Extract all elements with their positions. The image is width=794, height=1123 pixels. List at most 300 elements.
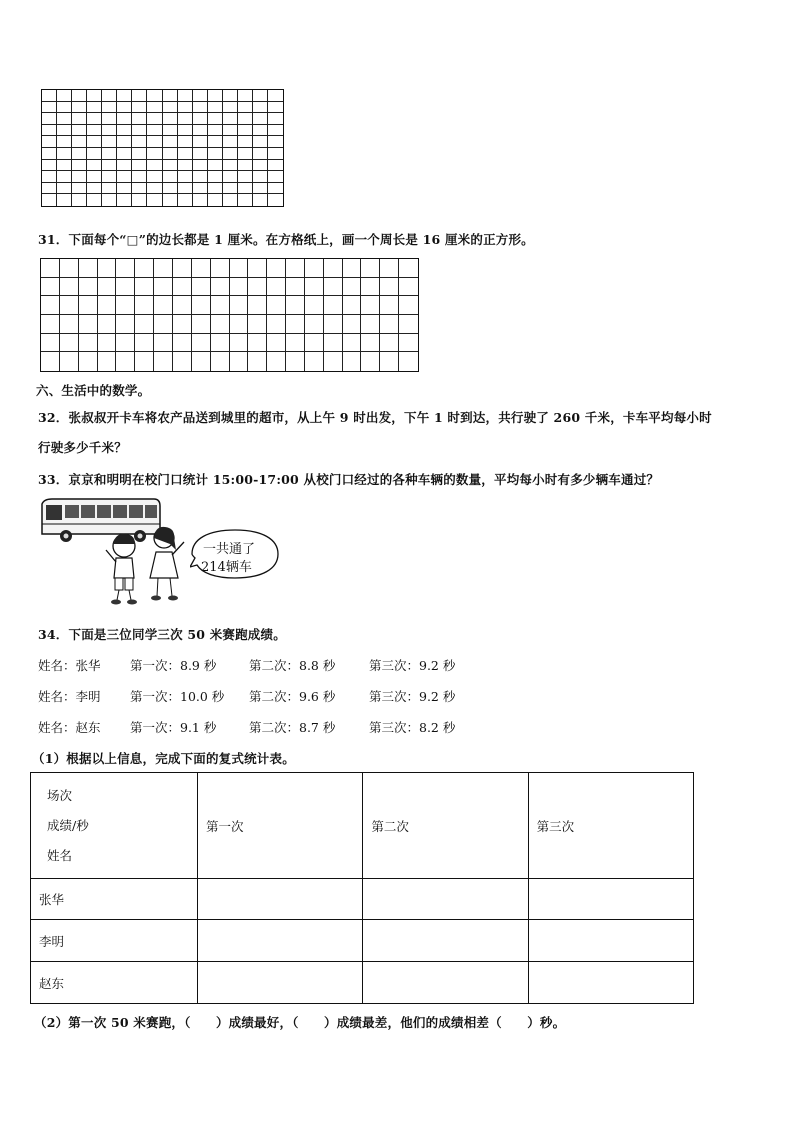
grid-cell	[305, 315, 324, 334]
grid-cell	[238, 102, 253, 114]
grid-cell	[324, 334, 343, 353]
grid-cell	[135, 259, 154, 278]
grid-cell	[208, 148, 223, 160]
grid-cell	[42, 171, 57, 183]
grid-cell	[60, 259, 79, 278]
grid-cell	[116, 296, 135, 315]
grid-cell	[268, 102, 283, 114]
grid-cell	[173, 352, 192, 371]
grid-cell	[41, 259, 60, 278]
record-first: 第一次：9.1 秒	[130, 720, 217, 735]
grid-cell	[72, 102, 87, 114]
children-illustration	[100, 524, 195, 608]
grid-cell	[253, 171, 268, 183]
grid-cell	[132, 90, 147, 102]
grid-cell	[305, 278, 324, 297]
grid-cell	[267, 296, 286, 315]
grid-cell	[193, 113, 208, 125]
grid-cell	[87, 183, 102, 195]
record-third: 第三次：8.2 秒	[369, 720, 456, 735]
grid-cell	[253, 183, 268, 195]
grid-cell	[399, 315, 418, 334]
grid-cell	[223, 148, 238, 160]
grid-cell	[41, 278, 60, 297]
grid-cell	[135, 278, 154, 297]
header-mid: 成绩/秒	[47, 817, 89, 833]
grid-cell	[117, 125, 132, 137]
grid-cell	[361, 278, 380, 297]
grid-cell	[117, 90, 132, 102]
grid-cell	[173, 315, 192, 334]
grid-cell	[193, 148, 208, 160]
grid-cell	[193, 171, 208, 183]
grid-cell	[223, 160, 238, 172]
question-32-line1: 32．张叔叔开卡车将农产品送到城里的超市，从上午 9 时出发，下午 1 时到达，共行驶了 260 千米，卡车平均每小时	[38, 410, 712, 425]
grid-cell	[42, 125, 57, 137]
grid-cell	[163, 171, 178, 183]
grid-cell	[79, 296, 98, 315]
grid-cell	[178, 171, 193, 183]
grid-cell	[305, 259, 324, 278]
question-34: 34．下面是三位同学三次 50 米赛跑成绩。	[38, 627, 286, 642]
grid-cell	[211, 296, 230, 315]
grid-cell	[135, 334, 154, 353]
grid-cell	[147, 194, 162, 206]
grid-cell	[132, 113, 147, 125]
grid-cell	[173, 259, 192, 278]
grid-cell	[98, 278, 117, 297]
record-third: 第三次：9.2 秒	[369, 689, 456, 704]
row-header: 张华	[31, 879, 198, 920]
grid-paper-top	[41, 89, 284, 207]
answer-cell[interactable]	[198, 962, 363, 1004]
grid-cell	[116, 334, 135, 353]
grid-cell	[399, 259, 418, 278]
col-header: 第二次	[363, 773, 528, 879]
grid-cell	[132, 194, 147, 206]
grid-cell	[178, 160, 193, 172]
grid-cell	[79, 259, 98, 278]
grid-cell	[192, 315, 211, 334]
grid-cell	[87, 125, 102, 137]
grid-cell	[98, 296, 117, 315]
grid-cell	[163, 90, 178, 102]
grid-cell	[230, 259, 249, 278]
grid-cell	[361, 315, 380, 334]
record-second: 第二次：9.6 秒	[249, 689, 336, 704]
grid-cell	[286, 334, 305, 353]
grid-cell	[102, 125, 117, 137]
grid-cell	[135, 315, 154, 334]
grid-cell	[147, 90, 162, 102]
grid-cell	[57, 194, 72, 206]
grid-cell	[147, 113, 162, 125]
grid-cell	[268, 125, 283, 137]
answer-cell[interactable]	[363, 879, 528, 920]
grid-cell	[192, 352, 211, 371]
grid-cell	[98, 259, 117, 278]
header-bottom: 姓名	[47, 847, 73, 863]
grid-cell	[42, 160, 57, 172]
grid-cell	[178, 90, 193, 102]
grid-cell	[253, 160, 268, 172]
record-first: 第一次：8.9 秒	[130, 658, 217, 673]
grid-cell	[72, 183, 87, 195]
grid-cell	[192, 278, 211, 297]
grid-cell	[173, 296, 192, 315]
grid-cell	[208, 125, 223, 137]
grid-cell	[60, 315, 79, 334]
grid-cell	[178, 136, 193, 148]
grid-cell	[132, 171, 147, 183]
grid-cell	[72, 171, 87, 183]
grid-cell	[343, 334, 362, 353]
grid-cell	[223, 102, 238, 114]
grid-cell	[87, 160, 102, 172]
grid-cell	[132, 102, 147, 114]
grid-cell	[132, 160, 147, 172]
grid-cell	[79, 352, 98, 371]
grid-cell	[116, 259, 135, 278]
question-34-part1: （1）根据以上信息，完成下面的复式统计表。	[32, 751, 295, 766]
grid-cell	[238, 136, 253, 148]
grid-cell	[361, 352, 380, 371]
grid-cell	[154, 278, 173, 297]
grid-cell	[286, 259, 305, 278]
grid-cell	[42, 90, 57, 102]
grid-cell	[57, 183, 72, 195]
grid-cell	[79, 278, 98, 297]
grid-cell	[286, 352, 305, 371]
question-31: 31．下面每个“□”的边长都是 1 厘米。在方格纸上，画一个周长是 16 厘米的正方形。	[38, 232, 534, 247]
grid-cell	[79, 334, 98, 353]
grid-cell	[57, 136, 72, 148]
grid-cell	[57, 113, 72, 125]
grid-cell	[208, 102, 223, 114]
grid-cell	[211, 352, 230, 371]
answer-cell[interactable]	[198, 920, 363, 962]
grid-cell	[192, 296, 211, 315]
grid-cell	[87, 194, 102, 206]
grid-cell	[208, 113, 223, 125]
grid-cell	[253, 102, 268, 114]
grid-cell	[230, 278, 249, 297]
grid-cell	[178, 102, 193, 114]
grid-cell	[267, 352, 286, 371]
grid-cell	[57, 90, 72, 102]
row-header: 赵东	[31, 962, 198, 1004]
grid-cell	[41, 352, 60, 371]
answer-cell[interactable]	[528, 962, 693, 1004]
grid-cell	[117, 194, 132, 206]
grid-cell	[286, 278, 305, 297]
grid-cell	[87, 90, 102, 102]
record-second: 第二次：8.8 秒	[249, 658, 336, 673]
grid-cell	[116, 315, 135, 334]
grid-cell	[163, 136, 178, 148]
grid-cell	[253, 125, 268, 137]
grid-cell	[102, 183, 117, 195]
grid-cell	[238, 194, 253, 206]
grid-cell	[102, 102, 117, 114]
grid-cell	[72, 125, 87, 137]
grid-cell	[135, 296, 154, 315]
grid-cell	[163, 183, 178, 195]
grid-cell	[42, 136, 57, 148]
grid-cell	[380, 352, 399, 371]
grid-cell	[178, 113, 193, 125]
grid-cell	[248, 352, 267, 371]
record-name: 姓名：赵东	[38, 720, 101, 735]
grid-paper-q31[interactable]	[40, 258, 419, 372]
grid-cell	[324, 296, 343, 315]
grid-cell	[238, 125, 253, 137]
grid-cell	[193, 160, 208, 172]
grid-cell	[208, 136, 223, 148]
grid-cell	[268, 136, 283, 148]
grid-cell	[238, 148, 253, 160]
diagonal-header-cell	[31, 773, 198, 879]
grid-cell	[154, 352, 173, 371]
grid-cell	[60, 296, 79, 315]
question-34-part2: （2）第一次 50 米赛跑，（ ）成绩最好，（ ）成绩最差，他们的成绩相差（ ）秒。	[34, 1015, 566, 1030]
grid-cell	[132, 183, 147, 195]
grid-cell	[208, 90, 223, 102]
grid-cell	[79, 315, 98, 334]
grid-cell	[87, 171, 102, 183]
grid-cell	[147, 125, 162, 137]
row-header: 李明	[31, 920, 198, 962]
grid-cell	[305, 296, 324, 315]
grid-cell	[147, 148, 162, 160]
grid-cell	[41, 334, 60, 353]
record-name: 姓名：张华	[38, 658, 101, 673]
grid-cell	[163, 148, 178, 160]
grid-cell	[173, 334, 192, 353]
grid-cell	[147, 102, 162, 114]
answer-cell[interactable]	[363, 962, 528, 1004]
grid-cell	[57, 148, 72, 160]
grid-cell	[208, 183, 223, 195]
grid-cell	[238, 160, 253, 172]
grid-cell	[208, 171, 223, 183]
grid-cell	[117, 171, 132, 183]
grid-cell	[380, 259, 399, 278]
grid-cell	[361, 296, 380, 315]
grid-cell	[223, 171, 238, 183]
grid-cell	[267, 259, 286, 278]
grid-cell	[98, 315, 117, 334]
grid-cell	[87, 136, 102, 148]
grid-cell	[98, 334, 117, 353]
grid-cell	[72, 148, 87, 160]
grid-cell	[72, 160, 87, 172]
grid-cell	[238, 183, 253, 195]
grid-cell	[132, 125, 147, 137]
grid-cell	[41, 296, 60, 315]
grid-cell	[102, 113, 117, 125]
grid-cell	[268, 113, 283, 125]
grid-cell	[361, 259, 380, 278]
grid-cell	[211, 334, 230, 353]
grid-cell	[380, 296, 399, 315]
grid-cell	[208, 160, 223, 172]
grid-cell	[42, 194, 57, 206]
grid-cell	[154, 296, 173, 315]
grid-cell	[248, 334, 267, 353]
grid-cell	[147, 136, 162, 148]
grid-cell	[399, 278, 418, 297]
grid-cell	[343, 296, 362, 315]
grid-cell	[223, 136, 238, 148]
grid-cell	[102, 136, 117, 148]
grid-cell	[399, 296, 418, 315]
grid-cell	[117, 102, 132, 114]
grid-cell	[102, 171, 117, 183]
grid-cell	[57, 102, 72, 114]
answer-cell[interactable]	[363, 920, 528, 962]
grid-cell	[163, 194, 178, 206]
grid-cell	[248, 296, 267, 315]
grid-cell	[324, 352, 343, 371]
grid-cell	[268, 148, 283, 160]
grid-cell	[193, 194, 208, 206]
grid-cell	[132, 148, 147, 160]
grid-cell	[163, 125, 178, 137]
section-title: 六、生活中的数学。	[36, 383, 151, 398]
grid-cell	[192, 259, 211, 278]
grid-cell	[117, 136, 132, 148]
grid-cell	[87, 113, 102, 125]
grid-cell	[87, 102, 102, 114]
grid-cell	[178, 125, 193, 137]
grid-cell	[268, 183, 283, 195]
record-first: 第一次：10.0 秒	[130, 689, 225, 704]
grid-cell	[253, 136, 268, 148]
record-name: 姓名：李明	[38, 689, 101, 704]
grid-cell	[98, 352, 117, 371]
grid-cell	[305, 334, 324, 353]
grid-cell	[268, 160, 283, 172]
grid-cell	[238, 90, 253, 102]
grid-cell	[223, 90, 238, 102]
grid-cell	[60, 352, 79, 371]
grid-cell	[248, 315, 267, 334]
grid-cell	[380, 315, 399, 334]
grid-cell	[57, 160, 72, 172]
grid-cell	[193, 183, 208, 195]
grid-cell	[361, 334, 380, 353]
grid-cell	[211, 278, 230, 297]
grid-cell	[223, 125, 238, 137]
grid-cell	[102, 90, 117, 102]
grid-cell	[192, 334, 211, 353]
col-header: 第三次	[528, 773, 693, 879]
grid-cell	[163, 113, 178, 125]
grid-cell	[135, 352, 154, 371]
grid-cell	[286, 315, 305, 334]
grid-cell	[178, 194, 193, 206]
grid-cell	[42, 102, 57, 114]
grid-cell	[117, 160, 132, 172]
grid-cell	[72, 136, 87, 148]
grid-cell	[102, 194, 117, 206]
grid-cell	[230, 296, 249, 315]
grid-cell	[267, 334, 286, 353]
grid-cell	[41, 315, 60, 334]
grid-cell	[154, 334, 173, 353]
grid-cell	[193, 125, 208, 137]
grid-cell	[268, 90, 283, 102]
grid-cell	[147, 171, 162, 183]
grid-cell	[72, 90, 87, 102]
grid-cell	[117, 148, 132, 160]
grid-cell	[286, 296, 305, 315]
grid-cell	[230, 334, 249, 353]
record-third: 第三次：9.2 秒	[369, 658, 456, 673]
grid-cell	[193, 136, 208, 148]
col-header: 第一次	[198, 773, 363, 879]
grid-cell	[223, 113, 238, 125]
grid-cell	[208, 194, 223, 206]
grid-cell	[324, 278, 343, 297]
grid-cell	[230, 352, 249, 371]
grid-cell	[154, 315, 173, 334]
grid-cell	[399, 334, 418, 353]
question-33: 33．京京和明明在校门口统计 15:00-17:00 从校门口经过的各种车辆的数量，平均每小时有多少辆车通过？	[38, 472, 660, 487]
grid-cell	[211, 315, 230, 334]
grid-cell	[163, 160, 178, 172]
grid-cell	[163, 102, 178, 114]
grid-cell	[72, 194, 87, 206]
header-top: 场次	[47, 787, 73, 803]
answer-cell[interactable]	[528, 920, 693, 962]
grid-cell	[42, 183, 57, 195]
grid-cell	[248, 278, 267, 297]
grid-cell	[238, 113, 253, 125]
answer-cell[interactable]	[198, 879, 363, 920]
grid-cell	[268, 194, 283, 206]
grid-cell	[154, 259, 173, 278]
question-32-line2: 行驶多少千米？	[38, 440, 127, 455]
grid-cell	[42, 148, 57, 160]
grid-cell	[248, 259, 267, 278]
grid-cell	[147, 183, 162, 195]
grid-cell	[380, 278, 399, 297]
grid-cell	[238, 171, 253, 183]
grid-cell	[343, 352, 362, 371]
grid-cell	[268, 171, 283, 183]
grid-cell	[223, 183, 238, 195]
grid-cell	[343, 259, 362, 278]
grid-cell	[223, 194, 238, 206]
grid-cell	[253, 194, 268, 206]
grid-cell	[102, 148, 117, 160]
grid-cell	[230, 315, 249, 334]
grid-cell	[253, 148, 268, 160]
grid-cell	[57, 125, 72, 137]
grid-cell	[147, 160, 162, 172]
grid-cell	[324, 315, 343, 334]
answer-cell[interactable]	[528, 879, 693, 920]
grid-cell	[116, 278, 135, 297]
grid-cell	[178, 183, 193, 195]
grid-cell	[57, 171, 72, 183]
grid-cell	[193, 90, 208, 102]
grid-cell	[173, 278, 192, 297]
stats-table	[30, 772, 694, 1004]
speech-text-line1: 一共通了	[203, 542, 256, 557]
